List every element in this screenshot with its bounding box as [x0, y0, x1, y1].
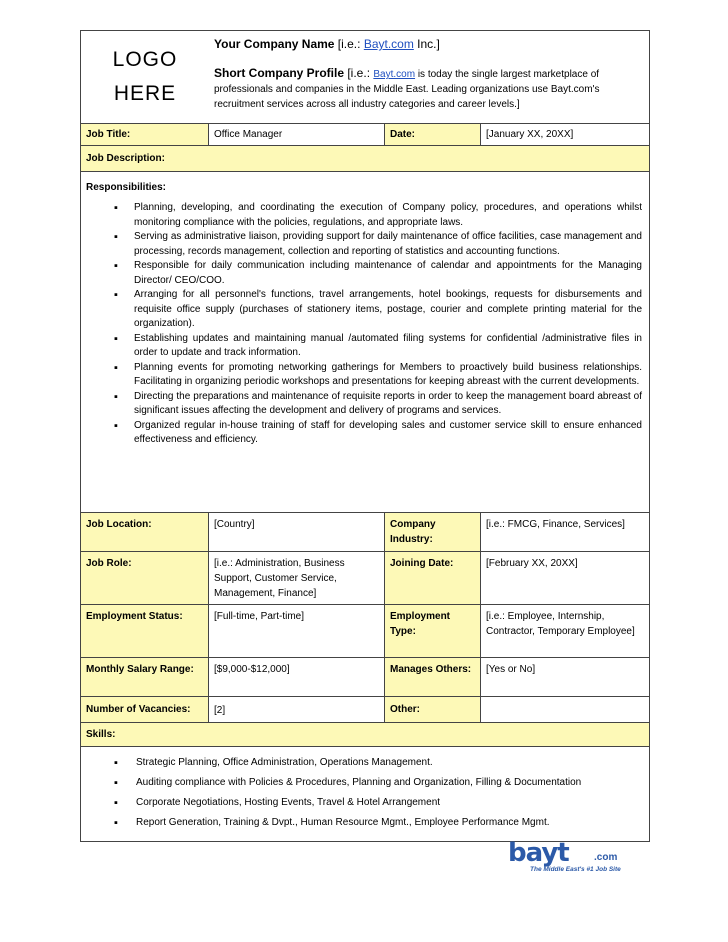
job-role-label: Job Role: [81, 552, 209, 604]
responsibility-item: ▪ Arranging for all personnel's functions, travel arrangements, hotel bookings, requests for disbursements and requisite office supply (purchases of stationery items, postage, courier and complete printing material for the organization). [114, 288, 642, 332]
skill-item: ▪ Strategic Planning, Office Administration, Operations Management. [114, 753, 644, 773]
company-profile-link[interactable]: Bayt.com [373, 69, 416, 80]
joining-date-value: [February XX, 20XX] [486, 558, 578, 569]
job-description-label: Job Description: [81, 146, 649, 171]
company-name-post: Inc.] [413, 37, 440, 51]
skills-section [81, 747, 649, 841]
responsibility-item: ▪ Planning, developing, and coordinating the execution of Company policy, procedures, and operations whilst monitoring compliance with the policies, regulations, and appropriate laws. [114, 201, 642, 230]
company-profile-text: is today the single largest marketplace of professionals and companies in the Middle East. Leading organizations use Bayt.com's recruitment services across all industry categories and career levels.] [214, 69, 600, 110]
company-info [209, 31, 649, 123]
responsibilities-row [81, 172, 649, 513]
salary-row [81, 658, 649, 697]
responsibility-item: ▪ Establishing updates and maintaining manual /automated filing systems for confidential /administrative files in order to update and track information. [114, 332, 642, 361]
responsibility-item: ▪ Serving as administrative liaison, providing support for daily maintenance of office facilities, case management and processing, records management, collection and reporting of statistics and accounting functions. [114, 230, 642, 259]
skill-item: ▪ Auditing compliance with Policies & Procedures, Planning and Organization, Filling & Documentation [114, 773, 644, 793]
employment-type-label: Employment Type: [385, 605, 481, 657]
skill-item: ▪ Report Generation, Training & Dvpt., Human Resource Mgmt., Employee Performance Mgmt. [114, 813, 644, 833]
responsibilities-label: Responsibilities: [86, 182, 167, 193]
responsibility-item: ▪ Organized regular in-house training of staff for developing sales and customer service skill to ensure enhanced effectiveness and efficiency. [114, 419, 642, 448]
bayt-logo [508, 838, 648, 878]
responsibilities-section [81, 172, 649, 512]
skills-list [86, 753, 644, 833]
vacancies-value: [2] [209, 697, 385, 722]
joining-date-label: Joining Date: [385, 552, 481, 604]
company-profile [214, 66, 644, 112]
date-label: Date: [385, 124, 481, 145]
bayt-domain-suffix: .com [594, 852, 618, 863]
role-row [81, 552, 649, 605]
skill-item: ▪ Corporate Negotiations, Hosting Events, Travel & Hotel Arrangement [114, 793, 644, 813]
company-name-label: Your Company Name [214, 37, 335, 51]
job-title-row [81, 124, 649, 146]
employment-status-label: Employment Status: [81, 605, 209, 657]
logo-placeholder [81, 31, 209, 123]
job-role-value: [i.e.: Administration, Business Support, Customer Service, Management, Finance] [209, 552, 385, 604]
job-title-label: Job Title: [81, 124, 209, 145]
skills-label: Skills: [81, 723, 649, 746]
bayt-tagline: The Middle East's #1 Job Site [530, 866, 621, 873]
job-description-form [80, 30, 650, 842]
vacancies-label: Number of Vacancies: [81, 697, 209, 722]
company-industry-value: [i.e.: FMCG, Finance, Services] [486, 519, 625, 530]
job-location-value: [Country] [209, 513, 385, 551]
responsibility-item: ▪ Planning events for promoting networking gatherings for Members to proactively build business relationships. Facilitating in organizing periodic workshops and presentations for keeping abreast with the current developments. [114, 361, 642, 390]
job-description-row [81, 146, 649, 172]
manages-others-label: Manages Others: [385, 658, 481, 696]
skills-header-row [81, 723, 649, 747]
company-profile-pre: [i.e.: [344, 66, 374, 80]
skills-row [81, 747, 649, 841]
vacancies-row [81, 697, 649, 723]
logo-line-1: LOGO [112, 48, 178, 71]
company-name-pre: [i.e.: [334, 37, 364, 51]
employment-type-value: [i.e.: Employee, Internship, Contractor, Temporary Employee] [486, 611, 635, 637]
responsibilities-list [86, 201, 642, 448]
status-row [81, 605, 649, 658]
salary-range-value: [$9,000-$12,000] [209, 658, 385, 696]
employment-status-value: [Full-time, Part-time] [209, 605, 385, 657]
date-value: [January XX, 20XX] [486, 129, 574, 140]
location-row [81, 513, 649, 552]
salary-range-label: Monthly Salary Range: [81, 658, 209, 696]
job-title-value: Office Manager [209, 124, 385, 145]
header-row [81, 31, 649, 124]
bayt-wordmark: bayt [508, 838, 569, 868]
company-name [214, 37, 644, 52]
responsibility-item: ▪ Responsible for daily communication including maintenance of calendar and appointments for the Managing Director/ CEO/COO. [114, 259, 642, 288]
company-profile-label: Short Company Profile [214, 66, 345, 80]
other-value [481, 697, 649, 722]
responsibility-item: ▪ Directing the preparations and maintenance of requisite reports in order to keep the management board abreast of significant issues affecting the development and delivery of programs and services. [114, 390, 642, 419]
other-label: Other: [385, 697, 481, 722]
manages-others-value: [Yes or No] [486, 664, 536, 675]
job-location-label: Job Location: [81, 513, 209, 551]
logo-line-2: HERE [113, 82, 177, 105]
company-industry-label: Company Industry: [385, 513, 481, 551]
company-name-link[interactable]: Bayt.com [363, 37, 414, 51]
